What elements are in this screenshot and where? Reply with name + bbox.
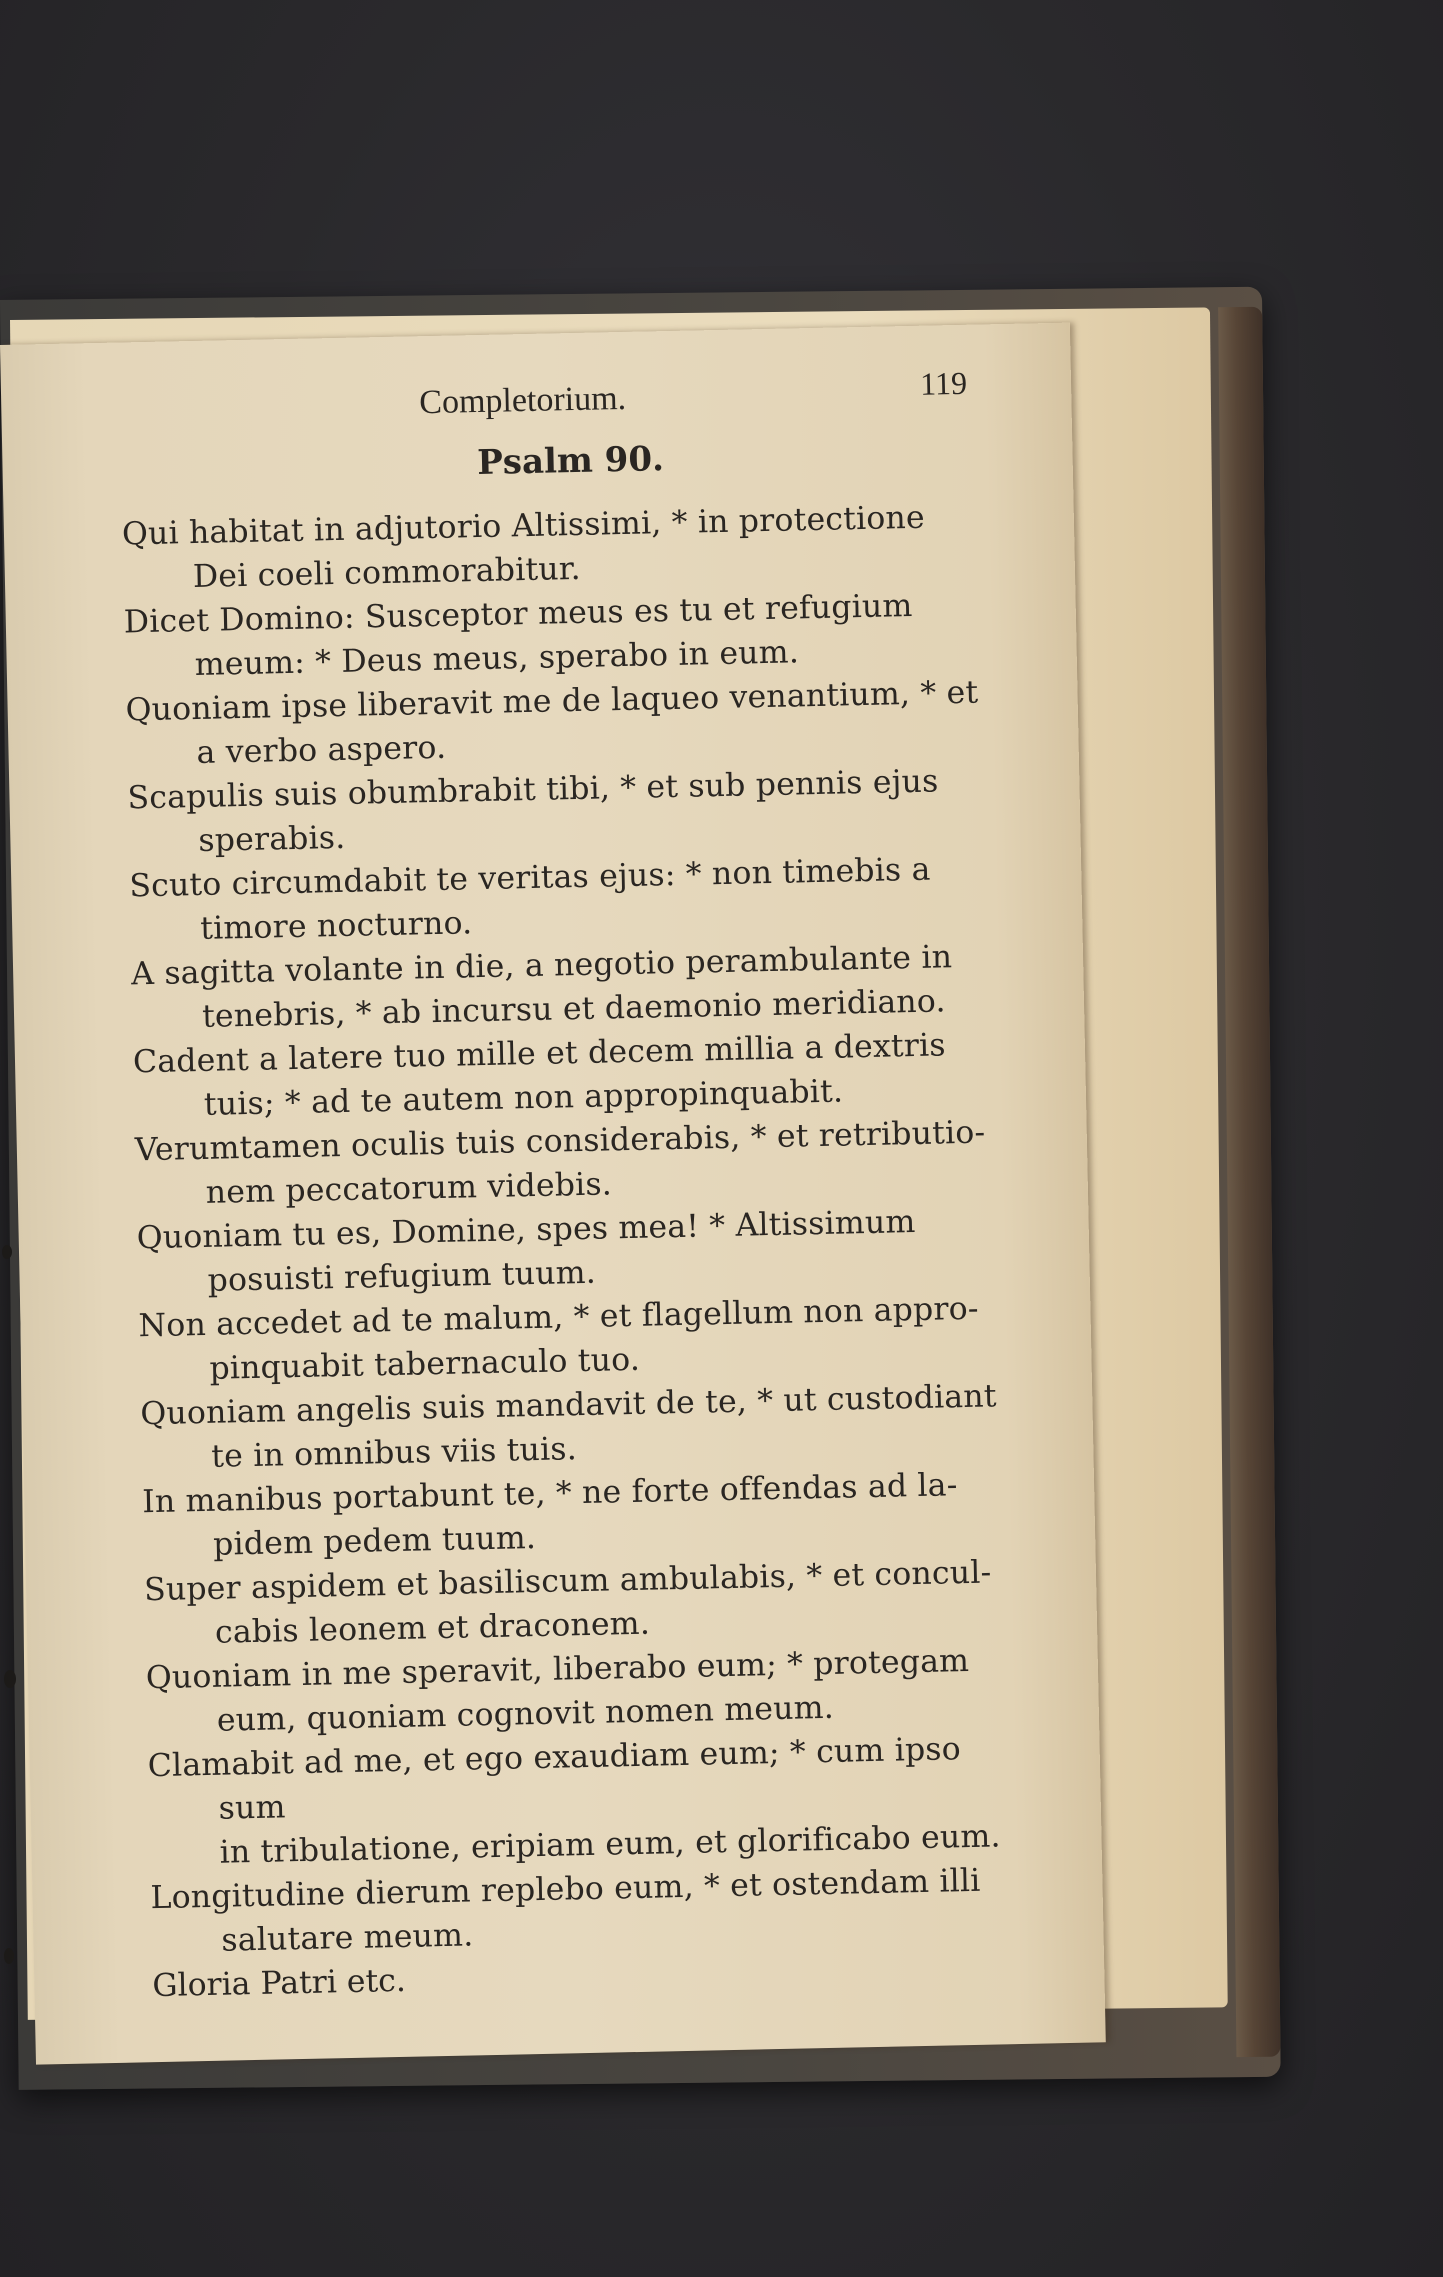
verse-first-line: A sagitta volante in die, a negotio perambulante in: [130, 939, 953, 993]
margin-mark: [4, 1670, 16, 1688]
verse-first-line: Quoniam ipse liberavit me de laqueo venantium, * et: [125, 674, 979, 729]
page-content: [119, 365, 1013, 2009]
verse-first-line: Cadent a latere tuo mille et decem millia a dextris: [132, 1027, 947, 1081]
verse-first-line: Scuto circumdabit te veritas ejus: * non timebis a: [128, 851, 931, 905]
running-head: [119, 365, 980, 443]
doxology: Gloria Patri etc.: [152, 1962, 407, 2005]
verse-continuation: cabis leonem et draconem.: [214, 1605, 651, 1651]
verse-list: [122, 494, 1012, 1964]
verse-continuation: eum, quoniam cognovit nomen meum.: [216, 1689, 835, 1739]
verse-first-line: In manibus portabunt te, * ne forte offendas ad la-: [141, 1467, 958, 1521]
verse-first-line: Quoniam angelis suis mandavit de te, * ut custodiant: [140, 1378, 998, 1433]
verse-continuation: meum: * Deus meus, sperabo in eum.: [194, 634, 800, 683]
verse-continuation: pinquabit tabernaculo tuo.: [209, 1341, 641, 1387]
verse-first-line: Verumtamen oculis tuis considerabis, * et retributio-: [134, 1114, 986, 1169]
verse-first-line: Non accedet ad te malum, * et flagellum non appro-: [138, 1290, 980, 1345]
margin-mark: [4, 1948, 14, 1964]
verse-first-line: Longitudine dierum replebo eum, * et ostendam illi: [150, 1862, 981, 1917]
verse: [147, 1726, 1010, 1876]
verse-continuation: in tribulatione, eripiam eum, et glorificabo eum.: [219, 1818, 1002, 1871]
verse-first-line: Quoniam in me speravit, liberabo eum; * protegam: [145, 1642, 970, 1697]
verse-continuation: tuis; * ad te autem non appropinquabit.: [203, 1073, 844, 1123]
cover-edge: [1218, 307, 1280, 2057]
psalm-title: Psalm 90.: [476, 439, 665, 484]
verse-first-line: Qui habitat in adjutorio Altissimi, * in protectione: [121, 499, 926, 553]
verse-continuation: salutare meum.: [221, 1917, 474, 1959]
verse-first-line: Clamabit ad me, et ego exaudiam eum; * cum ipso sum: [147, 1731, 962, 1827]
verse-first-line: Super aspidem et basiliscum ambulabis, * et concul-: [143, 1554, 992, 1609]
verse-continuation: Dei coeli commorabitur.: [192, 550, 582, 596]
verse-continuation: tenebris, * ab incursu et daemonio meridiano.: [201, 983, 947, 1035]
book-page: [0, 323, 1106, 2065]
page-number: 119: [919, 364, 968, 402]
verse-first-line: Scapulis suis obumbrabit tibi, * et sub pennis ejus: [127, 763, 939, 817]
verse-continuation: sperabis.: [198, 819, 346, 859]
verse-continuation: posuisti refugium tuum.: [207, 1254, 597, 1299]
verse-first-line: Dicet Domino: Susceptor meus es tu et refugium: [123, 587, 913, 641]
verse-continuation: nem peccatorum videbis.: [205, 1166, 613, 1211]
verse-continuation: te in omnibus viis tuis.: [210, 1431, 578, 1475]
verse-continuation: timore nocturno.: [199, 905, 473, 947]
running-title: Completorium.: [418, 379, 627, 422]
margin-mark: [2, 1245, 12, 1259]
verse-continuation: a verbo aspero.: [196, 729, 447, 771]
verse-first-line: Quoniam tu es, Domine, spes mea! * Altissimum: [136, 1204, 916, 1257]
verse-continuation: pidem pedem tuum.: [212, 1520, 537, 1563]
